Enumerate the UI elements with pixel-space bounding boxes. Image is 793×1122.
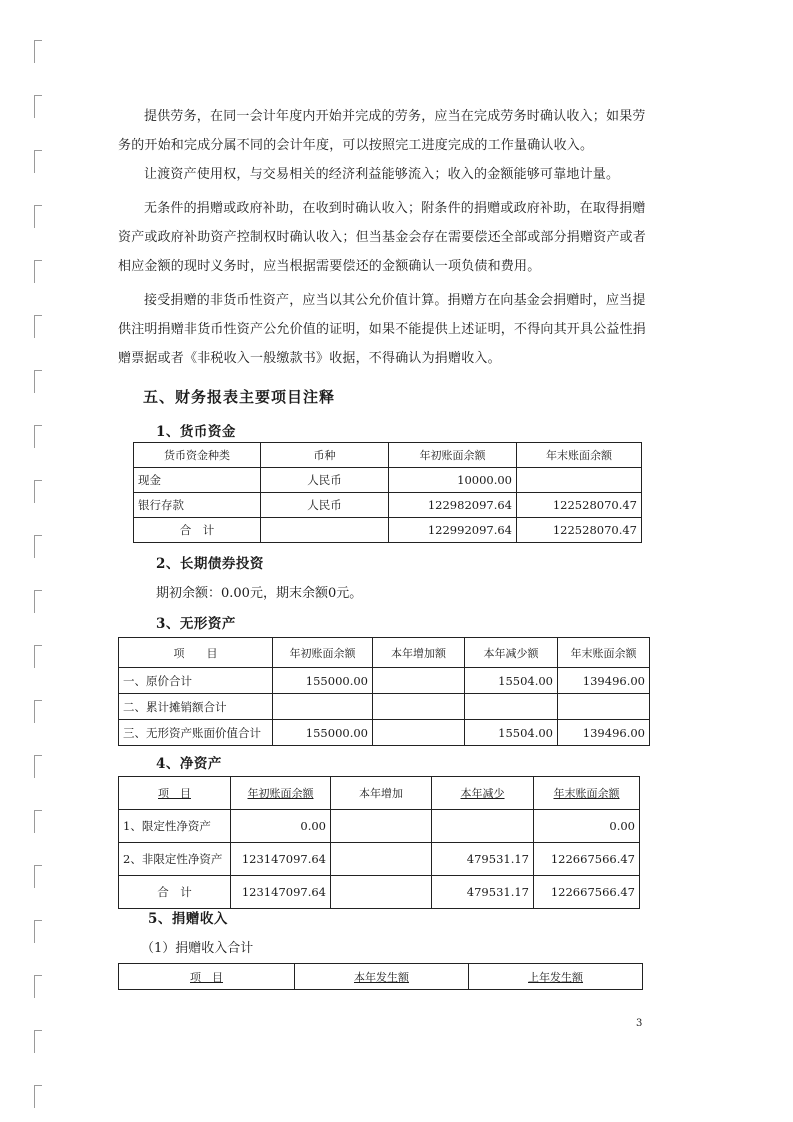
binding-marks bbox=[34, 40, 44, 1100]
table-cell: 139496.00 bbox=[558, 720, 650, 746]
table-cell: 0.00 bbox=[534, 810, 640, 843]
cash-table bbox=[133, 442, 642, 543]
table-cell: 122982097.64 bbox=[389, 493, 517, 518]
paragraph-noncash-donation: 接受捐赠的非货币性资产，应当以其公允价值计算。捐赠方在向基金会捐赠时，应当提供注明捐赠非货币性资产公允价值的证明，如果不能提供上述证明，不得向其开具公益性捐赠票据或者《非税收入一般缴款书》收据，不得确认为捐赠收入。 bbox=[118, 293, 647, 366]
page-number: 3 bbox=[636, 1018, 643, 1029]
table-cell: 15504.00 bbox=[465, 668, 558, 694]
s5-title: 5、捐赠收入 bbox=[148, 911, 228, 927]
donation-income-table bbox=[118, 963, 643, 990]
table-cell: 479531.17 bbox=[432, 843, 534, 876]
col-header: 货币资金种类 bbox=[134, 443, 261, 468]
table-cell bbox=[331, 843, 432, 876]
col-header: 本年发生额 bbox=[295, 964, 469, 990]
table-cell bbox=[261, 518, 389, 543]
col-header: 上年发生额 bbox=[469, 964, 643, 990]
table-cell: 122992097.64 bbox=[389, 518, 517, 543]
section-title: 五、财务报表主要项目注释 bbox=[143, 388, 336, 406]
table-cell: 2、非限定性净资产 bbox=[119, 843, 231, 876]
table-cell: 122667566.47 bbox=[534, 876, 640, 909]
table-total-row bbox=[134, 518, 642, 543]
s2-title: 2、长期债券投资 bbox=[156, 556, 264, 572]
table-cell: 155000.00 bbox=[273, 668, 373, 694]
table-cell bbox=[558, 694, 650, 720]
table-cell: 155000.00 bbox=[273, 720, 373, 746]
table-cell: 二、累计摊销额合计 bbox=[119, 694, 273, 720]
col-header: 本年增加额 bbox=[373, 638, 465, 668]
table-cell: 123147097.64 bbox=[231, 843, 331, 876]
col-header: 本年增加 bbox=[331, 777, 432, 810]
table-cell bbox=[273, 694, 373, 720]
table-cell: 15504.00 bbox=[465, 720, 558, 746]
s3-title: 3、无形资产 bbox=[156, 616, 236, 632]
table-row bbox=[119, 720, 650, 746]
table-cell: 1、限定性净资产 bbox=[119, 810, 231, 843]
table-cell: 10000.00 bbox=[389, 468, 517, 493]
paragraph-donation-revenue: 无条件的捐赠或政府补助，在收到时确认收入；附条件的捐赠或政府补助，在取得捐赠资产或政府补助资产控制权时确认收入；但当基金会存在需要偿还全部或部分捐赠资产或者相应金额的现时义务时，应当根据需要偿还的金额确认一项负债和费用。 bbox=[118, 201, 647, 274]
net-assets-table bbox=[118, 776, 640, 909]
table-header-row bbox=[134, 443, 642, 468]
s2-text: 期初余额：0.00元，期末余额0元。 bbox=[156, 586, 363, 601]
s4-title: 4、净资产 bbox=[156, 756, 222, 772]
col-header: 项 目 bbox=[119, 777, 231, 810]
col-header: 项 目 bbox=[119, 964, 295, 990]
table-row bbox=[119, 810, 640, 843]
s5-subtitle: （1）捐赠收入合计 bbox=[141, 941, 254, 956]
table-cell: 三、无形资产账面价值合计 bbox=[119, 720, 273, 746]
table-cell: 合 计 bbox=[134, 518, 261, 543]
table-row bbox=[119, 694, 650, 720]
table-cell: 人民币 bbox=[261, 468, 389, 493]
col-header: 本年减少 bbox=[432, 777, 534, 810]
table-row bbox=[134, 493, 642, 518]
table-row bbox=[119, 843, 640, 876]
table-cell bbox=[517, 468, 642, 493]
table-cell: 122528070.47 bbox=[517, 493, 642, 518]
paragraph-asset-use-revenue: 让渡资产使用权，与交易相关的经济利益能够流入；收入的金额能够可靠地计量。 bbox=[144, 167, 620, 182]
table-header-row bbox=[119, 964, 643, 990]
col-header: 币种 bbox=[261, 443, 389, 468]
col-header: 本年减少额 bbox=[465, 638, 558, 668]
intangible-assets-table bbox=[118, 637, 650, 746]
s1-title: 1、货币资金 bbox=[156, 424, 236, 440]
table-cell: 122528070.47 bbox=[517, 518, 642, 543]
table-cell bbox=[373, 668, 465, 694]
paragraph-service-revenue: 提供劳务，在同一会计年度内开始并完成的劳务，应当在完成劳务时确认收入；如果劳务的开始和完成分属不同的会计年度，可以按照完工进度完成的工作量确认收入。 bbox=[118, 109, 646, 153]
table-total-row bbox=[119, 876, 640, 909]
table-cell bbox=[373, 720, 465, 746]
col-header: 年末账面余额 bbox=[517, 443, 642, 468]
table-cell: 139496.00 bbox=[558, 668, 650, 694]
table-cell: 122667566.47 bbox=[534, 843, 640, 876]
table-cell bbox=[331, 810, 432, 843]
table-cell bbox=[432, 810, 534, 843]
table-cell: 银行存款 bbox=[134, 493, 261, 518]
table-header-row bbox=[119, 638, 650, 668]
table-header-row bbox=[119, 777, 640, 810]
col-header: 年初账面余额 bbox=[389, 443, 517, 468]
table-cell: 现金 bbox=[134, 468, 261, 493]
table-cell: 合 计 bbox=[119, 876, 231, 909]
table-cell: 一、原价合计 bbox=[119, 668, 273, 694]
table-cell bbox=[331, 876, 432, 909]
col-header: 年初账面余额 bbox=[273, 638, 373, 668]
table-cell bbox=[465, 694, 558, 720]
table-row bbox=[119, 668, 650, 694]
table-cell bbox=[373, 694, 465, 720]
table-cell: 479531.17 bbox=[432, 876, 534, 909]
table-cell: 0.00 bbox=[231, 810, 331, 843]
table-cell: 人民币 bbox=[261, 493, 389, 518]
col-header: 年末账面余额 bbox=[534, 777, 640, 810]
col-header: 项 目 bbox=[119, 638, 273, 668]
table-cell: 123147097.64 bbox=[231, 876, 331, 909]
col-header: 年末账面余额 bbox=[558, 638, 650, 668]
col-header: 年初账面余额 bbox=[231, 777, 331, 810]
table-row bbox=[134, 468, 642, 493]
